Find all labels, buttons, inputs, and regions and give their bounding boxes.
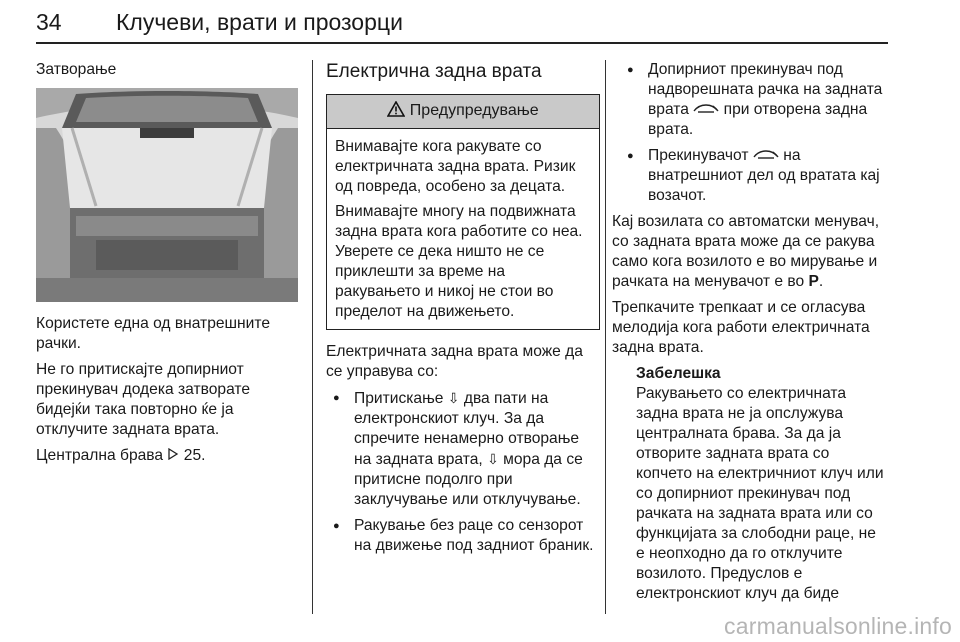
warning-paragraph: Внимавајте многу на подвижната задна врата кога работите со неа. Уверете се дека ништо не се приклешти за време на ракувањето и никој не стои во пределот на движењето.	[335, 203, 583, 320]
paragraph: Електричната задна врата може да се управува со:	[326, 343, 583, 380]
header-rule	[36, 42, 888, 44]
note-heading: Забелешка	[636, 365, 721, 382]
triangle-ref-icon	[167, 448, 179, 460]
tailgate-switch-icon	[693, 102, 719, 114]
gear-position: P	[808, 273, 819, 290]
list-item: ● Допирниот прекинувач под надворешната рачка на задната врата при отворена задна врата.	[620, 60, 888, 140]
note-body: Ракувањето со електричната задна врата не ја опслужува централната брава. За да ја отворите задната врата со копчето на електричниот клуч или со допирниот прекинувач под рачката на задната врата или со функцијата за слободни раце, не е неопходно да го отклучите возилото. Предуслов е електронскиот клуч да биде	[636, 385, 884, 602]
warning-header	[327, 95, 599, 129]
paragraph: Користете една од внатрешните рачки.	[36, 315, 271, 352]
tailgate-key-icon: ⇩	[447, 390, 460, 406]
left-column	[36, 60, 298, 472]
note-box	[620, 364, 888, 604]
paragraph: Кај возилата со автоматски менувач, со задната врата може да се ракува само кога возилото е во мирување и рачката на менувачот е во P.	[612, 213, 880, 290]
cross-reference	[36, 446, 298, 466]
middle-column	[326, 60, 598, 562]
bullet-list	[326, 388, 598, 556]
warning-paragraph: Внимавајте кога ракувате со електричната задна врата. Ризик од повреда, особено за децата.	[335, 138, 576, 195]
column-divider	[605, 60, 606, 614]
tailgate-interior-photo	[36, 88, 298, 302]
tailgate-key-icon: ⇩	[487, 451, 499, 467]
right-column	[612, 60, 888, 604]
section-title: Електрична задна врата	[326, 61, 542, 82]
page-header	[36, 4, 888, 44]
column-divider	[312, 60, 313, 614]
warning-title: Предупредување	[409, 102, 539, 119]
section-subheading: Затворање	[36, 61, 117, 78]
reference-page: 25.	[183, 447, 206, 464]
page-title: Клучеви, врати и прозорци	[116, 9, 403, 35]
bullet-list	[620, 60, 888, 206]
list-item: ● Ракување без раце со сензорот на движење под задниот браник.	[326, 516, 598, 556]
tailgate-switch-icon	[753, 148, 779, 160]
paragraph: Не го притискајте допирниот прекинувач додека затворате бидејќи така повторно ќе ја отклучите задната врата.	[36, 361, 251, 438]
page-number: 34	[36, 9, 62, 35]
reference-text: Централна брава	[36, 447, 164, 464]
warning-body	[327, 129, 599, 329]
warning-box	[326, 94, 600, 330]
list-item: ● Притискање ⇩ два пати на електронскиот клуч. За да спречите ненамерно отворање на задната врата, ⇩ мора да се притисне подолго при заклучување или отклучување.	[326, 388, 598, 510]
paragraph: Трепкачите трепкаат и се огласува мелодија кога работи електричната задна врата.	[612, 299, 870, 356]
watermark: carmanualsonline.info	[724, 613, 952, 639]
list-item: ● Прекинувачот на внатрешниот дел од вратата кај возачот.	[620, 146, 888, 206]
warning-triangle-icon	[387, 101, 405, 117]
